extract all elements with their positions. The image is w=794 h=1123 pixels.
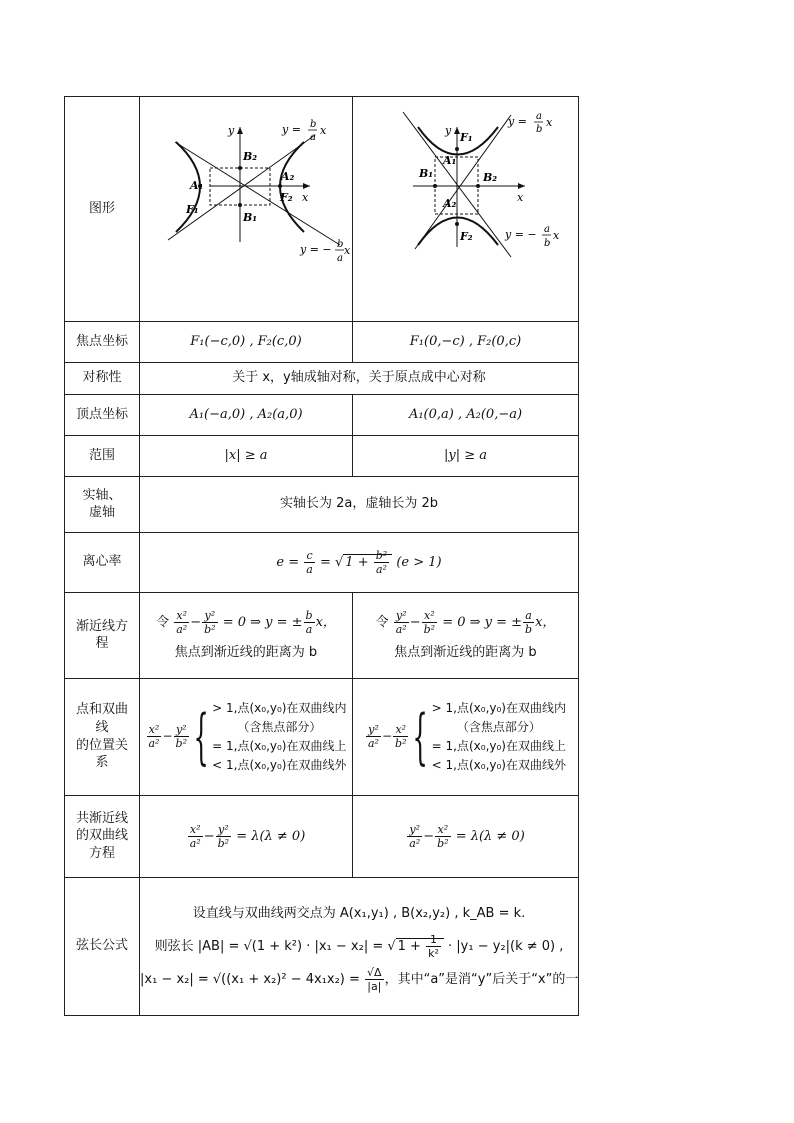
asymptote-left-eq: 令 $\frac{\text{x²}}{\text{a²}}$ − $\frac{\text{y²}}{\text{b²}}$ = 0 ⇒ y = ± $\frac{b}{a}$ x， (156, 608, 336, 636)
position-label-4: 系 (95, 755, 109, 771)
chord-line2-n: 1 (426, 933, 441, 947)
asymptote-label-line1: 渐近线方 (75, 618, 128, 634)
left-asym-pos-num: b (310, 119, 317, 130)
asym-right-f3 (523, 609, 534, 636)
common-left: $\frac{\text{x²}}{\text{a²}}$ − $\frac{\text{y²}}{\text{b²}}$ = λ(λ ≠ 0) (140, 795, 353, 877)
pos-right-n1: y² (366, 723, 381, 737)
asym-right-f2 (422, 609, 437, 636)
ecc-one-plus: 1 + (345, 554, 369, 570)
asym-right-n2: x² (422, 609, 437, 623)
asym-left-f2 (202, 609, 217, 636)
left-F2-label: F₂ (280, 191, 293, 204)
graph-left-cell (140, 97, 353, 322)
chord-line2-b: · |y₁ − y₂|(k ≠ 0) , (448, 938, 564, 954)
asymptote-left-note: 焦点到渐近线的距离为 b (174, 644, 318, 660)
position-left (140, 678, 353, 795)
range-label: 范围 (65, 435, 140, 476)
chord-line1: 设直线与双曲线两交点为 A(x₁,y₁) , B(x₂,y₂) , k_AB = k. (192, 905, 526, 921)
position-row (65, 678, 579, 795)
position-label-1: 点和双曲 (75, 702, 128, 718)
asym-left-f1 (174, 609, 189, 636)
range-row (65, 435, 579, 476)
focus-label: 焦点坐标 (65, 321, 140, 362)
chord-line2-a: 则弦长 |AB| = √(1 + k²) · |x₁ − x₂| = (154, 938, 384, 954)
asym-right-fd: b (525, 622, 533, 636)
ecc-e: e = (276, 554, 300, 570)
chord-line2-d: k² (428, 946, 439, 960)
asym-right-n1: y² (394, 609, 409, 623)
ecc-cond: (e > 1) (396, 554, 442, 570)
position-right (353, 678, 579, 795)
pos-right-d1: a² (368, 737, 379, 751)
asymptote-label-line2: 程 (95, 636, 109, 652)
position-left-lhs: $\frac{\text{x²}}{\text{a²}}$ − $\frac{\text{y²}}{\text{b²}}$ (148, 723, 187, 751)
common-right-n2: x² (435, 823, 450, 837)
right-B2-label: B₂ (483, 171, 498, 184)
left-asym-pos-prefix: y = (282, 123, 301, 136)
pos-left-item-3: < 1,点(x₀,y₀)在双曲线外 (212, 757, 347, 772)
right-asym-pos-prefix: y = (508, 115, 527, 128)
common-label-1: 共渐近线 (75, 810, 128, 826)
right-A2-label: A₂ (443, 197, 457, 210)
position-label (65, 678, 140, 795)
right-asym-neg-var: x (553, 229, 560, 242)
eccentricity-row (65, 532, 579, 592)
common-row (65, 795, 579, 877)
asym-left-d1: a² (176, 622, 188, 636)
pos-right-item-1: （含焦点部分） (456, 719, 541, 734)
asym-left-fd: a (305, 622, 313, 636)
right-F2-label: F₂ (460, 230, 473, 243)
asym-right-d1: a² (395, 622, 407, 636)
left-asym-neg-den: a (337, 253, 343, 264)
pos-right-n2: x² (393, 723, 408, 737)
ecc-sqrt (343, 548, 392, 576)
pos-right-d2: b² (395, 737, 407, 751)
range-right: |y| ≥ a (353, 435, 579, 476)
asym-right-x: x， (535, 614, 556, 630)
vertex-right: A₁(0,a) , A₂(0,−a) (353, 394, 579, 435)
ecc-b2: b² (375, 548, 388, 562)
right-asym-pos-den: b (536, 124, 543, 135)
left-A2-label: A₂ (281, 170, 295, 183)
asym-right-tail: = 0 ⇒ y = ± (442, 614, 523, 630)
chord-row (65, 877, 579, 1015)
asym-left-f3 (304, 609, 315, 636)
left-asym-pos-den: a (310, 132, 316, 143)
left-B2-label: B₂ (243, 150, 258, 163)
asymptote-left (140, 592, 353, 678)
hyperbola-properties-table (64, 96, 579, 1016)
ecc-frac2 (374, 549, 389, 576)
asym-left-tail: = 0 ⇒ y = ± (222, 614, 303, 630)
common-left-n2: y² (216, 823, 231, 837)
ecc-a2: a² (375, 562, 387, 576)
asymptote-label (65, 592, 140, 678)
asym-left-x: x， (315, 614, 336, 630)
left-asym-neg-num: b (337, 239, 344, 250)
right-asym-neg-prefix: y = − (505, 228, 537, 241)
right-F1-label: F₁ (460, 131, 473, 144)
common-right-d2: b² (437, 836, 449, 850)
chord-line3 (140, 963, 578, 996)
ecc-eq: = (319, 554, 331, 570)
pos-right-item-0: > 1,点(x₀,y₀)在双曲线内 (431, 700, 566, 715)
right-asym-neg-den: b (544, 238, 551, 249)
left-asym-neg-var: x (344, 244, 351, 257)
pos-left-n2: y² (174, 723, 189, 737)
common-left-tail: = λ(λ ≠ 0) (236, 828, 306, 844)
position-label-3: 的位置关 (75, 737, 128, 753)
chord-line3-a: |x₁ − x₂| = √((x₁ + x₂)² − 4x₁x₂) = (140, 971, 360, 987)
common-right: $\frac{\text{y²}}{\text{a²}}$ − $\frac{\text{x²}}{\text{b²}}$ = λ(λ ≠ 0) (353, 795, 579, 877)
vertex-label: 顶点坐标 (65, 394, 140, 435)
left-asym-neg-prefix: y = − (300, 243, 332, 256)
eccentricity-formula: e = $\frac{c}{a}$ = √ 1 + $\frac{\text{b²}}{\text{a²}}$ (e > 1) (140, 532, 579, 592)
position-left-list (212, 699, 346, 775)
common-label-3: 方程 (88, 845, 115, 861)
hyperbola-x-graph (140, 97, 352, 315)
common-left-d2: b² (217, 836, 230, 850)
pos-left-item-0: > 1,点(x₀,y₀)在双曲线内 (212, 700, 347, 715)
position-left-wrap: $\frac{\text{x²}}{\text{a²}}$ − $\frac{\text{y²}}{\text{b²}}$ { > 1,点(x₀,y₀)在双曲线内 （含焦点部分） = 1,点(x₀,y₀)在双曲线上 < 1,点(x₀,y₀)在双曲线外 (140, 699, 352, 775)
pos-left-item-1: （含焦点部分） (237, 719, 322, 734)
position-right-lhs: $\frac{\text{y²}}{\text{a²}}$ − $\frac{\text{x²}}{\text{b²}}$ (368, 723, 407, 751)
right-asym-neg-num: a (544, 224, 550, 235)
left-x-axis-label: x (302, 191, 309, 204)
graph-row (65, 97, 579, 322)
axes-label-line2: 虚轴 (88, 505, 115, 521)
pos-right-item-2: = 1,点(x₀,y₀)在双曲线上 (431, 738, 566, 753)
asym-left-n1: x² (174, 609, 189, 623)
vertex-left: A₁(−a,0) , A₂(a,0) (140, 394, 353, 435)
vertex-row (65, 394, 579, 435)
right-asym-pos-num: a (536, 111, 542, 122)
axes-label-line1: 实轴、 (82, 487, 122, 503)
left-B1-label: B₁ (243, 211, 258, 224)
asym-right-ling: 令 (375, 614, 389, 630)
ecc-c: c (304, 549, 315, 563)
chord-line3-b: ，其中“a”是消“y”后关于“x”的一 (384, 971, 579, 987)
right-y-axis-label: y (445, 124, 452, 137)
chord-line2: 则弦长 |AB| = √(1 + k²) · |x₁ − x₂| = √ 1 + $\frac{1}{\text{k²}}$ · |y₁ − y₂|(k ≠ 0) , (154, 932, 564, 960)
chord-line3-n: √Δ (367, 965, 382, 979)
asym-left-ling: 令 (156, 614, 170, 630)
focus-row (65, 321, 579, 362)
eccentricity-label: 离心率 (65, 532, 140, 592)
pos-left-d2: b² (175, 737, 187, 751)
asym-left-n2: y² (202, 609, 217, 623)
focus-right: F₁(0,−c) , F₂(0,c) (353, 321, 579, 362)
position-label-2: 线 (95, 720, 109, 735)
common-label (65, 795, 140, 877)
common-right-tail: = λ(λ ≠ 0) (455, 828, 525, 844)
left-y-axis-label: y (228, 124, 235, 137)
position-right-wrap: $\frac{\text{y²}}{\text{a²}}$ − $\frac{\text{x²}}{\text{b²}}$ { > 1,点(x₀,y₀)在双曲线内 （含焦点部分） = 1,点(x₀,y₀)在双曲线上 < 1,点(x₀,y₀)在双曲线外 (353, 699, 578, 775)
asymptote-right-note: 焦点到渐近线的距离为 b (394, 644, 537, 660)
asym-right-d2: b² (423, 622, 436, 636)
hyperbola-y-graph (353, 97, 578, 315)
left-A1-label: A₁ (190, 179, 204, 192)
common-left-d1: a² (189, 836, 201, 850)
range-left: |x| ≥ a (140, 435, 353, 476)
ecc-frac (304, 549, 315, 576)
symmetry-text: 关于 x，y轴成轴对称，关于原点成中心对称 (140, 362, 579, 394)
pos-right-item-3: < 1,点(x₀,y₀)在双曲线外 (431, 757, 566, 772)
asym-left-d2: b² (204, 622, 216, 636)
ecc-a: a (306, 562, 313, 576)
pos-left-item-2: = 1,点(x₀,y₀)在双曲线上 (212, 738, 347, 753)
axes-text: 实轴长为 2a，虚轴长为 2b (140, 476, 579, 532)
left-asym-pos-var: x (320, 124, 327, 137)
right-x-axis-label: x (517, 191, 524, 204)
common-left-n1: x² (188, 823, 203, 837)
chord-line3-d: |a| (367, 979, 382, 993)
focus-left: F₁(−c,0) , F₂(c,0) (140, 321, 353, 362)
chord-content (140, 877, 579, 1015)
pos-left-d1: a² (148, 737, 160, 751)
right-B1-label: B₁ (419, 167, 434, 180)
chord-label: 弦长公式 (65, 877, 140, 1015)
common-right-n1: y² (407, 823, 422, 837)
right-A1-label: A₁ (443, 154, 457, 167)
graph-right-cell (353, 97, 579, 322)
pos-left-n1: x² (147, 723, 162, 737)
right-asym-pos-var: x (546, 116, 553, 129)
asym-right-f1 (394, 609, 409, 636)
asym-right-fn: a (523, 609, 534, 623)
axes-row (65, 476, 579, 532)
asymptote-right-eq: 令 $\frac{\text{y²}}{\text{a²}}$ − $\frac{\text{x²}}{\text{b²}}$ = 0 ⇒ y = ± $\frac{a}{b}$ x， (375, 608, 556, 636)
graph-label: 图形 (65, 97, 140, 322)
asymptote-row (65, 592, 579, 678)
asymptote-right (353, 592, 579, 678)
symmetry-label: 对称性 (65, 362, 140, 394)
asym-left-fn: b (305, 608, 313, 622)
symmetry-row (65, 362, 579, 394)
axes-label (65, 476, 140, 532)
common-label-2: 的双曲线 (75, 828, 128, 844)
left-F1-label: F₁ (186, 203, 199, 216)
common-right-d1: a² (409, 836, 421, 850)
position-right-list (432, 699, 566, 775)
